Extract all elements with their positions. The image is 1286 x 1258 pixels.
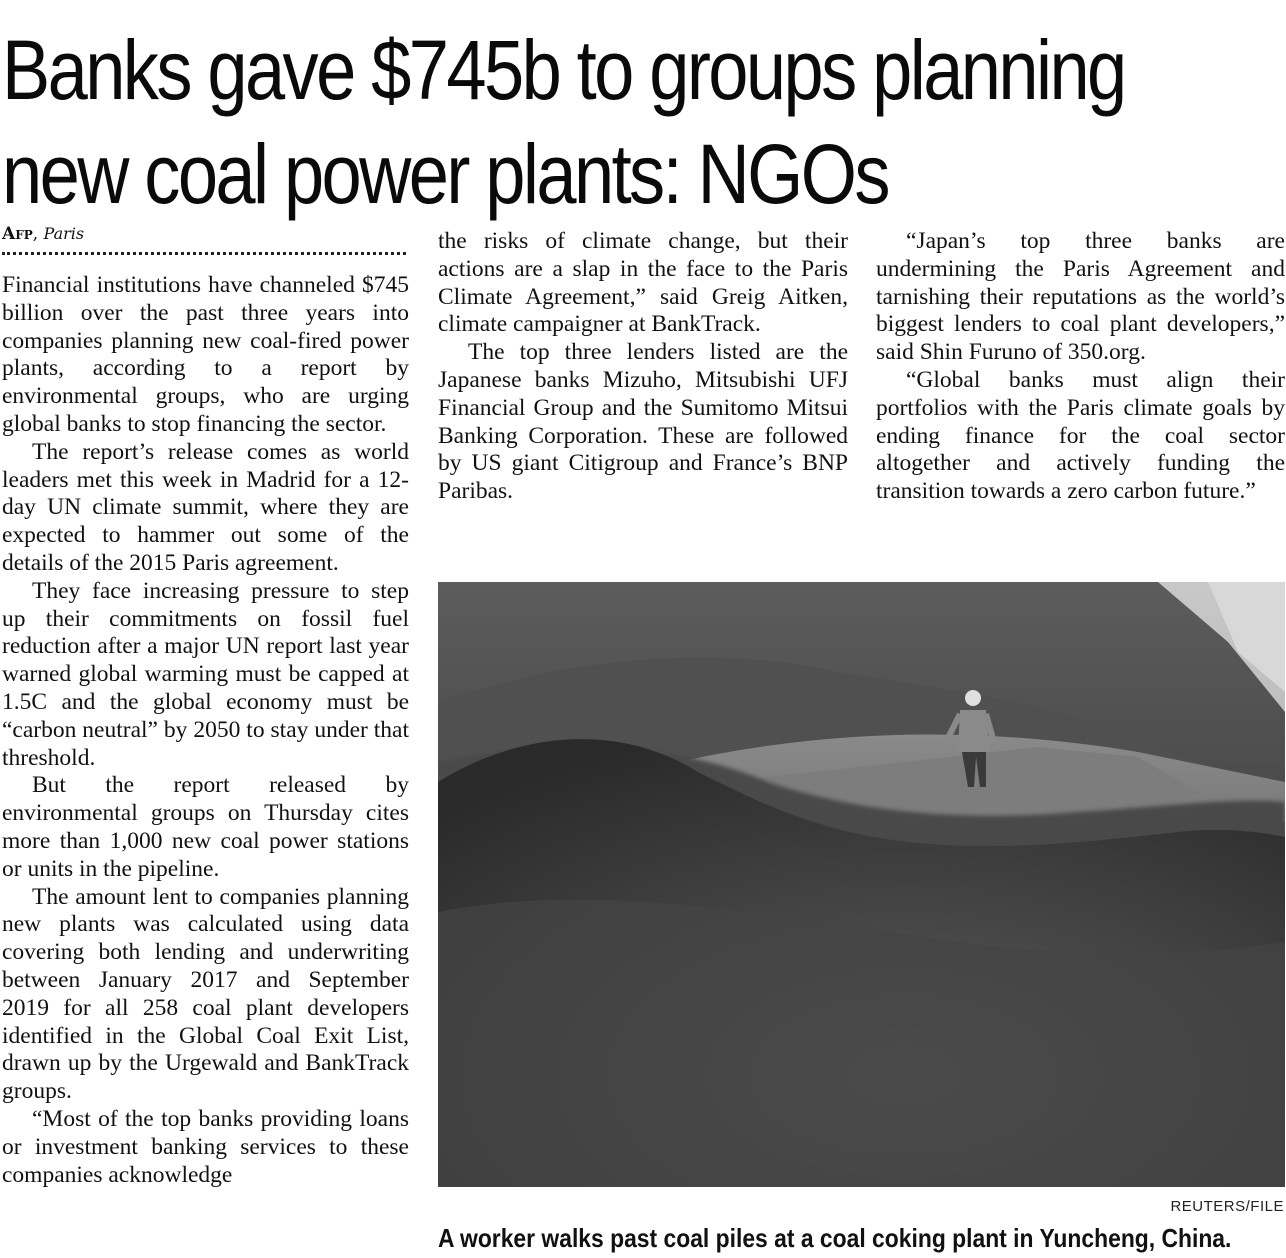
headline-line-2: new coal power plants: NGOs <box>2 127 888 221</box>
headline-line-1: Banks gave $745b to groups planning <box>2 23 1125 117</box>
article-column-2 <box>438 228 848 506</box>
paragraph: Financial institutions have channeled $745 billion over the past three years into companies planning new coal-fired power plants, according to a report by environmental groups, who are urging global banks to stop financing the sector. <box>2 272 409 437</box>
paragraph: “Japan’s top three banks are undermining the Paris Agreement and tarnishing their reputations as the world’s biggest lenders to coal plant developers,” said Shin Furuno of 350.org. <box>876 228 1285 366</box>
paragraph: But the report released by environmental groups on Thursday cites more than 1,000 new coal power stations or units in the pipeline. <box>2 772 409 882</box>
byline: Afp, Paris <box>2 224 85 244</box>
headline <box>2 18 1125 226</box>
byline-agency: Afp <box>2 224 33 244</box>
news-photo <box>438 582 1285 1187</box>
byline-divider <box>2 252 406 255</box>
article-column-3 <box>876 228 1285 506</box>
paragraph: They face increasing pressure to step up their commitments on fossil fuel reduction after a major UN report last year warned global warming must be capped at 1.5C and the global economy must be “carbon neutral” by 2050 to stay under that threshold. <box>2 577 409 771</box>
paragraph: The amount lent to companies planning new plants was calculated using data covering both lending and underwriting between January 2017 and September 2019 for all 258 coal plant developers identified in the Global Coal Exit List, drawn up by the Urgewald and BankTrack groups. <box>2 883 409 1105</box>
article-column-1 <box>2 272 409 1189</box>
photo-credit: REUTERS/FILE <box>1170 1198 1284 1215</box>
coal-piles-illustration <box>438 582 1285 1187</box>
paragraph: the risks of climate change, but their actions are a slap in the face to the Paris Climate Agreement,” said Greig Aitken, climate campaigner at BankTrack. <box>438 228 848 338</box>
paragraph: “Most of the top banks providing loans or investment banking services to these companies acknowledge <box>2 1105 409 1188</box>
paragraph: The report’s release comes as world leaders met this week in Madrid for a 12-day UN climate summit, where they are expected to hammer out some of the details of the 2015 Paris agreement. <box>2 438 409 576</box>
byline-place: Paris <box>43 224 85 243</box>
paragraph: The top three lenders listed are the Japanese banks Mizuho, Mitsubishi UFJ Financial Group and the Sumitomo Mitsui Banking Corporation. These are followed by US giant Citigroup and France’s BNP Paribas. <box>438 339 848 505</box>
paragraph: “Global banks must align their portfolios with the Paris climate goals by ending finance for the coal sector altogether and actively funding the transition towards a zero carbon future.” <box>876 366 1285 505</box>
photo-caption: A worker walks past coal piles at a coal coking plant in Yuncheng, China. <box>438 1223 1232 1253</box>
